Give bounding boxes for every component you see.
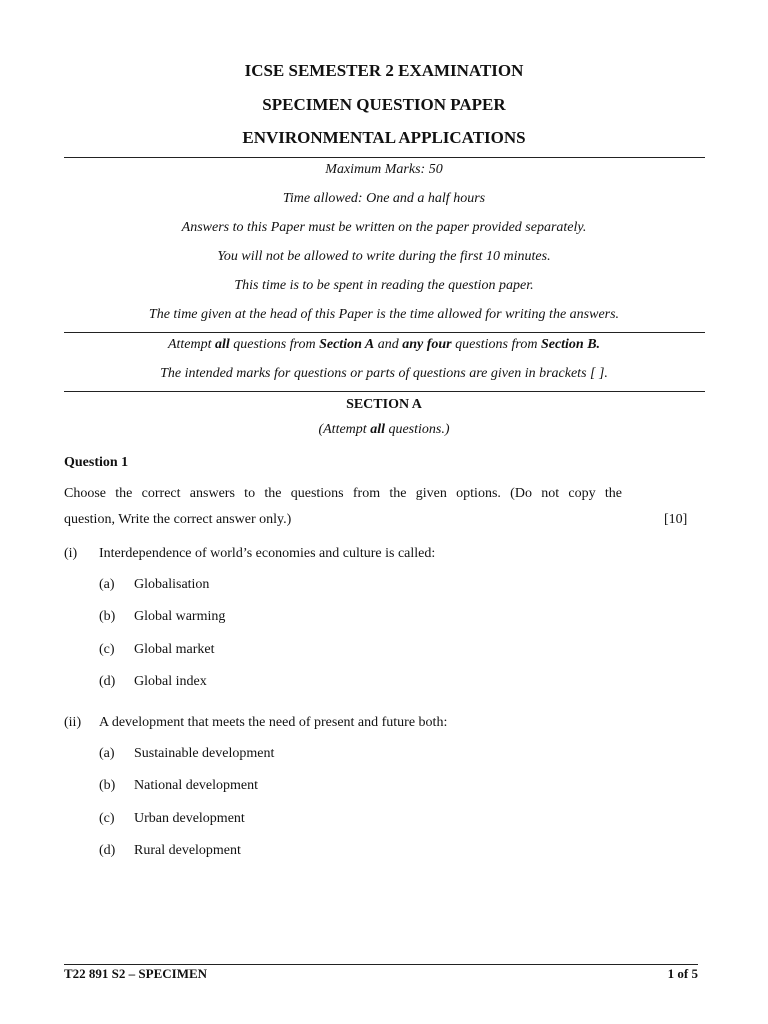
attempt-instruction — [0, 337, 768, 353]
instruction-line-3: This time is to be spent in reading the question paper. — [234, 278, 534, 293]
subject-title: ENVIRONMENTAL APPLICATIONS — [242, 128, 526, 147]
section-a-sub-close: questions.) — [384, 422, 450, 437]
question-1-intro-line-1: Choose the correct answers to the questions from the given options. (Do not copy the — [64, 486, 622, 501]
section-a-sub-open: (Attempt — [318, 422, 371, 437]
part-i-option-a-text: Globalisation — [134, 577, 210, 592]
part-i-option-d-text: Global index — [134, 674, 207, 689]
part-i-text: Interdependence of world’s economies and culture is called: — [99, 546, 436, 561]
instruction-line-1: Answers to this Paper must be written on the paper provided separately. — [181, 220, 587, 235]
part-i-option-a-label: (a) — [99, 577, 115, 592]
divider-top — [64, 157, 705, 158]
part-ii-option-d-text: Rural development — [134, 843, 241, 858]
question-1-intro-line-2: question, Write the correct answer only.) — [64, 512, 292, 527]
part-i-option-b-text: Global warming — [134, 609, 226, 624]
part-ii-text: A development that meets the need of present and future both: — [99, 715, 448, 730]
paper-type-title: SPECIMEN QUESTION PAPER — [262, 95, 506, 114]
divider-middle — [64, 332, 705, 333]
footer-divider — [64, 964, 698, 965]
part-ii-option-d-label: (d) — [99, 843, 116, 858]
max-marks: Maximum Marks: 50 — [325, 162, 443, 177]
part-ii-option-c-text: Urban development — [134, 811, 245, 826]
marks-note: The intended marks for questions or parts of questions are given in brackets [ ]. — [160, 366, 608, 381]
attempt-bold-section-a: Section A — [319, 337, 375, 352]
time-allowed: Time allowed: One and a half hours — [282, 191, 486, 206]
instruction-line-4: The time given at the head of this Paper is the time allowed for writing the answers. — [148, 307, 620, 322]
part-i-option-c-label: (c) — [99, 642, 115, 657]
section-a-heading: SECTION A — [346, 397, 422, 412]
question-1-marks: [10] — [664, 512, 688, 527]
part-ii-option-c-label: (c) — [99, 811, 115, 826]
instruction-line-2: You will not be allowed to write during the first 10 minutes. — [217, 249, 551, 264]
part-ii-number: (ii) — [64, 715, 82, 730]
divider-bottom — [64, 391, 705, 392]
part-i-option-c-text: Global market — [134, 642, 215, 657]
part-ii-option-b-text: National development — [134, 778, 259, 793]
attempt-text-4: questions from — [451, 337, 541, 352]
attempt-text-2: questions from — [229, 337, 320, 352]
footer-paper-code: T22 891 S2 – SPECIMEN — [64, 966, 208, 981]
attempt-text-1: Attempt — [167, 337, 215, 352]
part-ii-option-b-label: (b) — [99, 778, 116, 793]
part-ii-option-a-text: Sustainable development — [134, 746, 275, 761]
attempt-bold-all: all — [214, 337, 230, 352]
part-i-option-d-label: (d) — [99, 674, 116, 689]
section-a-sub-bold: all — [370, 422, 385, 437]
exam-title: ICSE SEMESTER 2 EXAMINATION — [244, 61, 524, 80]
attempt-bold-any-four: any four — [402, 337, 452, 352]
section-a-subheading — [0, 422, 768, 438]
footer-page-number: 1 of 5 — [667, 966, 698, 981]
attempt-text-3: and — [374, 337, 403, 352]
part-ii-option-a-label: (a) — [99, 746, 115, 761]
part-i-number: (i) — [64, 546, 78, 561]
part-i-option-b-label: (b) — [99, 609, 116, 624]
attempt-bold-section-b: Section B. — [540, 337, 601, 352]
question-1-label: Question 1 — [64, 455, 129, 470]
